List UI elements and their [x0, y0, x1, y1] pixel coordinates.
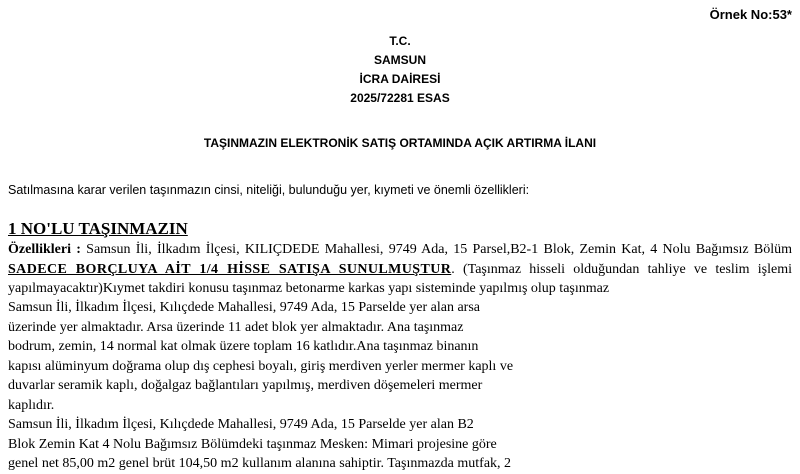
description-line: genel net 85,00 m2 genel brüt 104,50 m2 kullanım alanına sahiptir. Taşınmazda mutfak, 2 [8, 456, 512, 471]
announcement-title: TAŞINMAZIN ELEKTRONİK SATIŞ ORTAMINDA AÇIK ARTIRMA İLANI [203, 136, 597, 150]
document-header [0, 32, 800, 108]
description-line: Samsun İli, İlkadım İlçesi, Kılıçdede Mahallesi, 9749 Ada, 15 Parselde yer alan arsa [8, 300, 480, 315]
header-line-office: İCRA DAİRESİ [359, 72, 441, 86]
property-heading: 1 NO'LU TAŞINMAZIN [8, 219, 188, 238]
share-notice: SADECE BORÇLUYA AİT 1/4 HİSSE SATIŞA SUNULMUŞTUR [8, 261, 452, 277]
property-features [8, 240, 792, 299]
sample-number: Örnek No:53* [709, 7, 792, 22]
header-line-country: T.C. [389, 34, 411, 48]
features-text: Samsun İli, İlkadım İlçesi, KILIÇDEDE Mahallesi, 9749 Ada, 15 Parsel,B2-1 Blok, Zemin Kat, 4 Nolu Bağımsız Bölüm [80, 242, 792, 257]
description-line: Samsun İli, İlkadım İlçesi, Kılıçdede Mahallesi, 9749 Ada, 15 Parselde yer alan B2 [8, 417, 474, 432]
features-label: Özellikleri : [8, 242, 81, 257]
header-line-city: SAMSUN [373, 53, 426, 67]
features-tail: . (Taşınmaz hisseli olduğundan tahliye ve teslim işlemi yapılmayacaktır)Kıymet takdiri konusu taşınmaz betonarme karkas yapı sisteminde yapılmış olup taşınmaz [8, 261, 792, 296]
header-line-case-number: 2025/72281 ESAS [350, 91, 450, 105]
property-description [8, 298, 792, 474]
description-line: bodrum, zemin, 14 normal kat olmak üzere toplam 16 katlıdır.Ana taşınmaz binanın [8, 339, 479, 354]
description-line: duvarlar seramik kaplı, doğalgaz bağlantıları yapılmış, merdiven döşemeleri mermer [8, 378, 483, 393]
description-line: kapısı alüminyum doğrama olup dış cephesi boyalı, giriş merdiven yerler mermer kaplı ve [8, 358, 514, 374]
intro-text: Satılmasına karar verilen taşınmazın cinsi, niteliği, bulunduğu yer, kıymeti ve önemli özellikleri: [8, 183, 530, 197]
description-line: üzerinde yer almaktadır. Arsa üzerinde 11 adet blok yer almaktadır. Ana taşınmaz [8, 319, 464, 335]
description-line: kaplıdır. [8, 397, 55, 413]
description-line: Blok Zemin Kat 4 Nolu Bağımsız Bölümdeki taşınmaz Mesken: Mimari projesine göre [8, 436, 497, 452]
